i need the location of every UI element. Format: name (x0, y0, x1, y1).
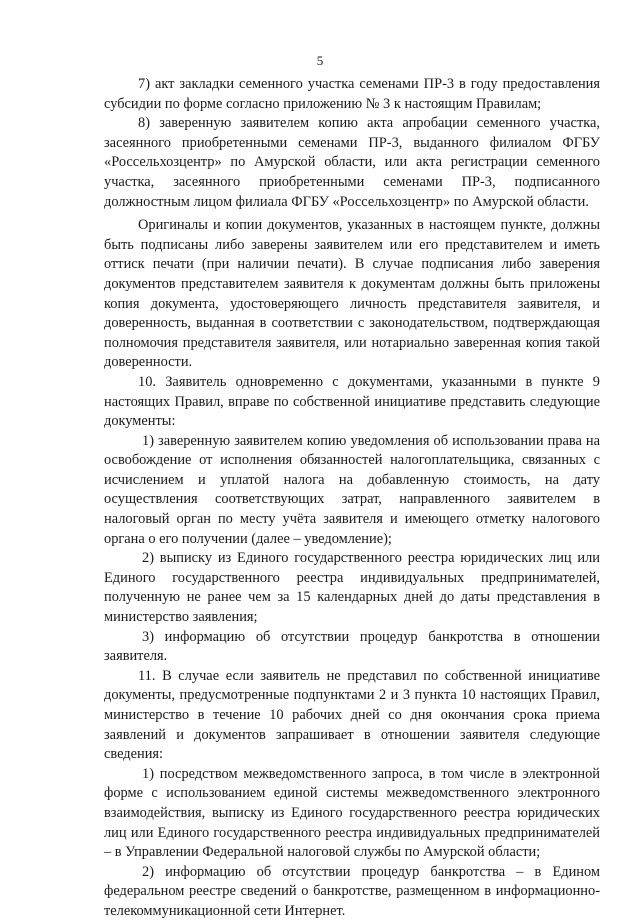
paragraph-item-8: 8) заверенную заявителем копию акта апробации семенного участка, засеянного приобретенными семенами ПР-3, выданного филиалом ФГБУ «Россельхозцентр» по Амурской области, или акта регистрации семенного участка, засеянного приобретенными семенами ПР-3, подписанного должностным лицом филиала ФГБУ «Россельхозцентр» по Амурской области. (104, 115, 600, 210)
page-number: 5 (316, 53, 324, 68)
paragraph-originals-note: Оригиналы и копии документов, указанных в настоящем пункте, должны быть подписаны либо заверены заявителем или его представителем и иметь оттиск печати (при наличии печати). В случае подписания либо заверения документов представителем заявителя к документам должны быть приложены копия документа, удостоверяющего личность представителя заявителя, и доверенность, выданная в соответствии с законодательством, подтверждающая полномочия представителя заявителя, или нотариально заверенная копия такой доверенности. (104, 217, 600, 371)
paragraph-clause-10-item-1: 1) заверенную заявителем копию уведомления об использовании права на освобождение от исполнения обязанностей налогоплательщика, связанных с исчислением и уплатой налога на добавленную стоимость, на дату осуществления соответствующих затрат, направленного заявителем в налоговый орган по месту учёта заявителя и имеющего отметку налогового органа о его получении (далее – уведомление); (104, 432, 600, 547)
paragraph-clause-11: 11. В случае если заявитель не представил по собственной инициативе документы, предусмотренные подпунктами 2 и 3 пункта 10 настоящих Правил, министерство в течение 10 рабочих дней со дня окончания срока приема заявлений и документов запрашивает в отношении заявителя следующие сведения: (104, 667, 600, 763)
paragraph-item-7: 7) акт закладки семенного участка семенами ПР-3 в году предоставления субсидии по форме согласно приложению № 3 к настоящим Правилам; (104, 76, 600, 112)
paragraph-clause-11-item-1: 1) посредством межведомственного запроса, в том числе в электронной форме с использованием единой системы межведомственного электронного взаимодействия, выписку из Единого государственного реестра юридических лиц или Единого государственного реестра индивидуальных предпринимателей – в Управлении Федеральной налоговой службы по Амурской области; (104, 765, 600, 861)
paragraph-clause-10-item-2: 2) выписку из Единого государственного реестра юридических лиц или Единого государственного реестра индивидуальных предпринимателей, полученную не ранее чем за 15 календарных дней до даты представления в министерство заявления; (104, 550, 600, 626)
document-body (104, 75, 600, 922)
paragraph-clause-11-item-2: 2) информацию об отсутствии процедур банкротства – в Едином федеральном реестре сведений о банкротстве, размещенном в информационно-телекоммуникационной сети Интернет. (104, 863, 600, 919)
paragraph-clause-10: 10. Заявитель одновременно с документами, указанными в пункте 9 настоящих Правил, вправе по собственной инициативе представить следующие документы: (104, 373, 600, 430)
paragraph-clause-10-item-3: 3) информацию об отсутствии процедур банкротства в отношении заявителя. (104, 628, 600, 665)
